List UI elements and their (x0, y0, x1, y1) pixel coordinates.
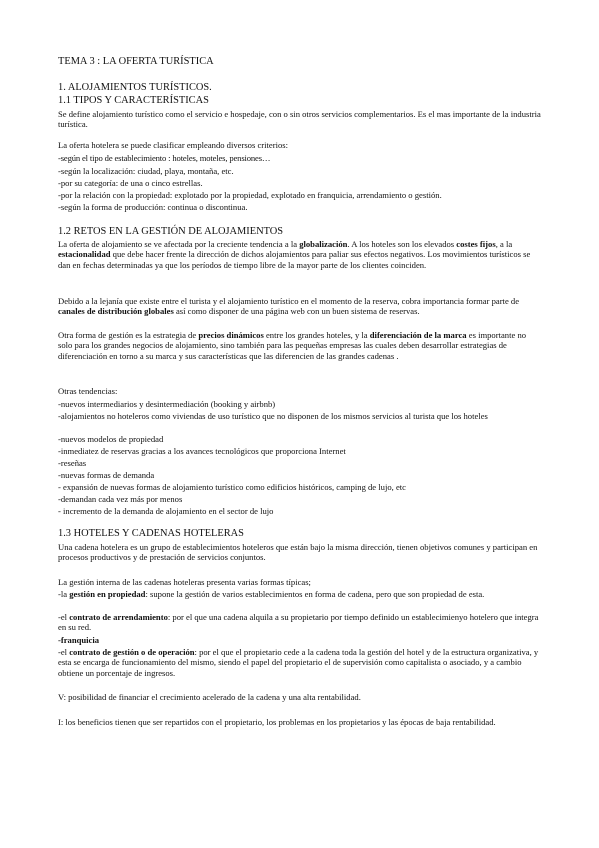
heading-1-1: 1.1 TIPOS Y CARACTERÍSTICAS (58, 95, 209, 106)
paragraph-distribution: Debido a la lejanía que existe entre el turista y el alojamiento turístico en el momento de la reserva, cobra importancia formar parte de canales de distribución globales así como disponer de una página web con un buen sistema de reservas. (58, 296, 520, 317)
form-management-contract: -el contrato de gestión o de operación: por el que el propietario cede a la cadena toda la gestión del hotel y de la estructura organizativa, y esta se encarga de funcionamiento del mismo, siendo el papel del propietario el de supervisión como capitalista o asociado, y a cambio obtiene un porcentaje de ingresos. (58, 647, 539, 678)
paragraph-pricing: Otra forma de gestión es la estrategia de precios dinámicos entre los grandes hoteles, y la diferenciación de la marca es importante no solo para los grandes negocios de alojamiento, sino también para las pequeñas empresas las cuales deben desarrollar estrategias de diferenciación en torno a su marca y sus características que las diferencien de las grandes cadenas . (58, 330, 527, 361)
trends-intro: Otras tendencias: (58, 386, 118, 396)
paragraph-globalization: La oferta de alojamiento se ve afectada por la creciente tendencia a la globalización. A los hoteles son los elevados costes fijos, a la estacionalidad que debe hacer frente la dirección de dichos alojamientos para paliar sus efectos negativos. Los movimientos turísticos se dan en fechas determinadas ya que los períodos de tiempo libre de la mayor parte de los clientes coinciden. (58, 239, 531, 270)
forms-intro: La gestión interna de las cadenas hoteleras presenta varias formas típicas; (58, 577, 311, 587)
trend-item: -alojamientos no hoteleros como viviendas de uso turístico que no disponen de los mismos servicios al turista que los hoteles (58, 411, 488, 421)
heading-1-2: 1.2 RETOS EN LA GESTIÓN DE ALOJAMIENTOS (58, 226, 284, 237)
trend-item: -nuevos intermediarios y desintermediación (booking y airbnb) (58, 399, 276, 409)
trend-item: -inmediatez de reservas gracias a los avances tecnológicos que proporciona Internet (58, 446, 346, 456)
paragraph-hotel-chain: Una cadena hotelera es un grupo de establecimientos hoteleros que están bajo la misma dirección, tienen objetivos comunes y participan en procesos productivos y de prestación de servicios conjuntos. (58, 542, 538, 563)
document-title: TEMA 3 : LA OFERTA TURÍSTICA (58, 56, 214, 67)
heading-1-3: 1.3 HOTELES Y CADENAS HOTELERAS (58, 528, 244, 539)
criteria-item: -según la localización: ciudad, playa, montaña, etc. (58, 166, 234, 176)
trend-item: -reseñas (58, 458, 87, 468)
trend-item: -demandan cada vez más por menos (58, 494, 183, 504)
criteria-item: -por la relación con la propiedad: explotado por la propiedad, explotado en franquicia, arrendamiento o gestión. (58, 190, 442, 200)
criteria-intro: La oferta hotelera se puede clasificar empleando diversos criterios: (58, 140, 289, 150)
trend-item: - expansión de nuevas formas de alojamiento turístico como edificios históricos, camping de lujo, etc (58, 482, 406, 492)
criteria-item: -por su categoría: de una o cinco estrellas. (58, 178, 203, 188)
trend-item: -nuevas formas de demanda (58, 470, 155, 480)
criteria-item: -según el tipo de establecimiento : hoteles, moteles, pensiones… (58, 153, 271, 163)
heading-1: 1. ALOJAMIENTOS TURÍSTICOS. (58, 82, 212, 93)
form-lease: -el contrato de arrendamiento: por el que una cadena alquila a su propietario por tiempo definido un establecimienyo hotelero que integra en su red. (58, 612, 539, 633)
form-ownership: -la gestión en propiedad: supone la gestión de varios establecimientos en forma de cadena, pero que son propiedad de esta. (58, 589, 485, 599)
form-franchise: -franquicia (58, 635, 100, 645)
trend-item: - incremento de la demanda de alojamiento en el sector de lujo (58, 506, 274, 516)
advantages-note: V: posibilidad de financiar el crecimiento acelerado de la cadena y una alta rentabilidad. (58, 692, 361, 702)
disadvantages-note: I: los beneficios tienen que ser repartidos con el propietario, los problemas en los propietarios y las épocas de baja rentabilidad. (58, 717, 496, 727)
paragraph-definition: Se define alojamiento turístico como el servicio e hospedaje, con o sin otros servicios complementarios. Es el mas importante de la industria turística. (58, 109, 541, 130)
trend-item: -nuevos modelos de propiedad (58, 434, 164, 444)
criteria-item: -según la forma de producción: continua o discontinua. (58, 202, 248, 212)
